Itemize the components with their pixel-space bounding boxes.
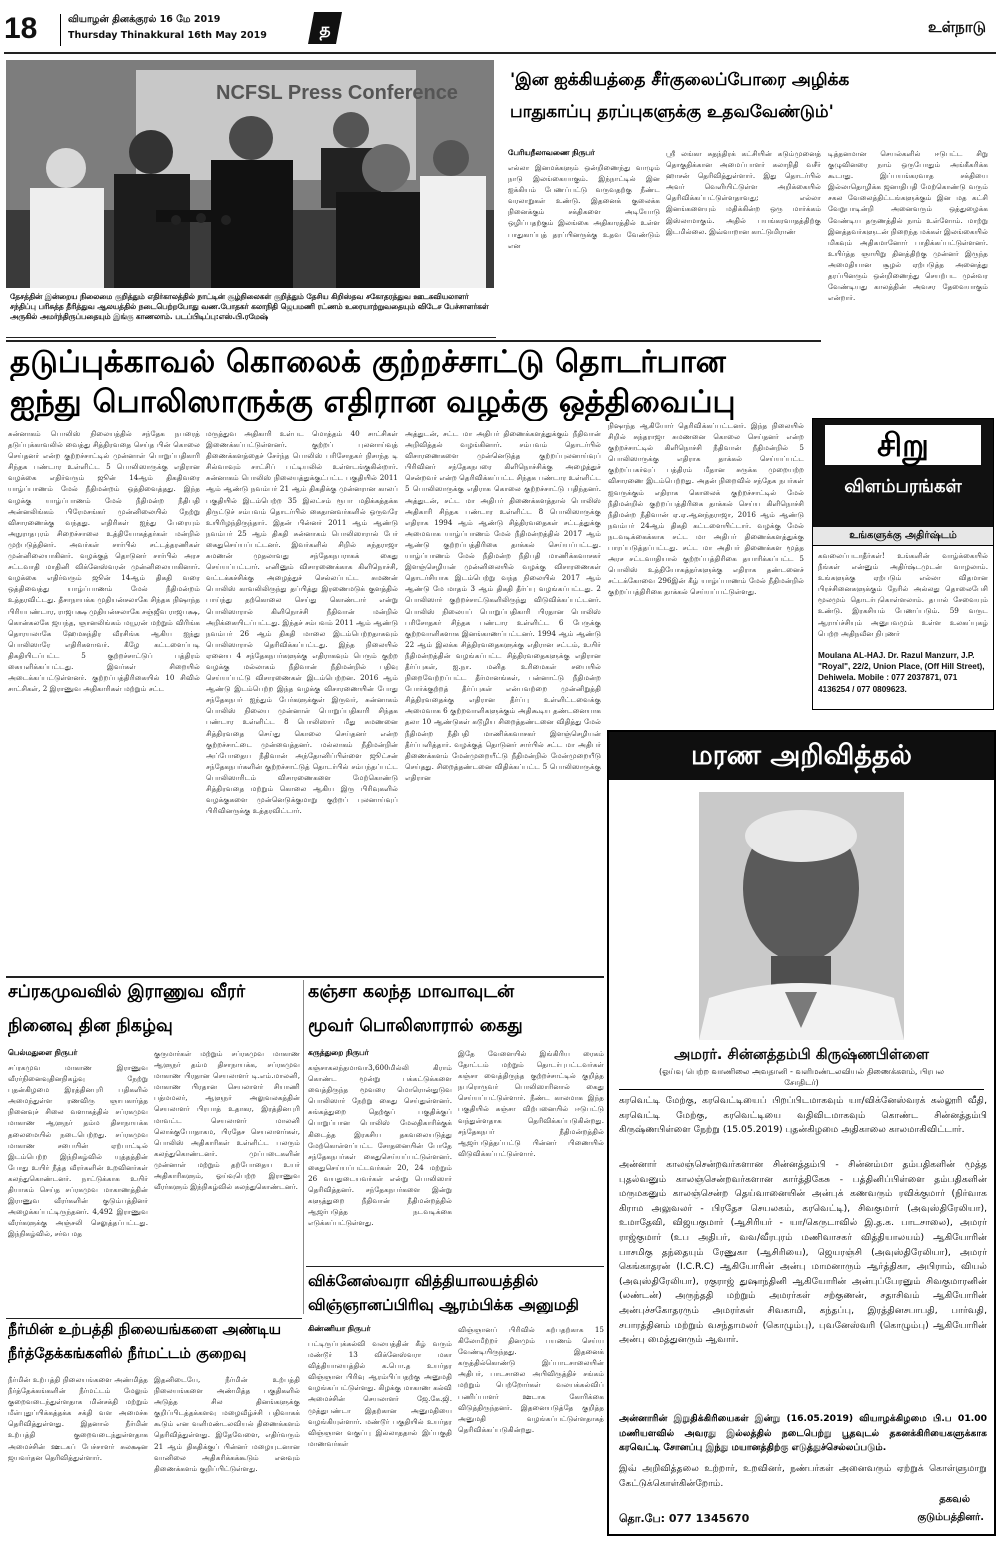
reservoir-column-2: இதனிடையே, நீர்மின் உற்பத்தி நிலையங்களை அண்மித்த பகுதிகளில் அடுத்த சில தினங்களுக்கு குறிப்பிடத்தக்களவு மழைவீழ்ச்சி பதிவாகக் கூடும் என வளிமண்டலவியல் திணைக்களம் தெரிவித்துள்ளது. இதேவேளை, எதிர்வரும் 21 ஆம் திகதிக்குப் பின்னர் மழையுடனான வானிலை அதிகரிக்கக்கூடும் எனவும் திணைக்களம் குறிப்பிட்டுள்ளது. <box>154 1375 300 1473</box>
main-headline-line1: தடுப்புக்காவல் கொலைக் குற்றச்சாட்டு தொடர்பான <box>10 344 726 380</box>
ganja-column-1: கஞ்சாகலந்தமாவா3,600மில்லி கிராம் கொண்ட மூன்று பக்கட்டுக்களை வைத்திருந்த மூவரை மொரொன்துடுவ பொலிஸார் நேற்று கைது செய்துள்ளனர். சுங்கத்துறை தெற்குப் பகுதிக்குப் பொறுப்பான பொலிஸ் மேலதிகாரிக்குக் கிடைத்த இரகசிய தகவலையடுத்து மேற்கொள்ளப்பட்ட சோதனையின் போதே சந்தேகநபர்கள் கைதுசெய்யப்பட்டுள்ளனர். கைதுசெய்யப்பட்டவர்கள் 20, 24 மற்றும் 26 வயதுடையவர்கள் என்று பொலிஸார் தெரிவித்தனர். சந்தேகநபர்களை இன்று களுத்துறை நீதிவான் நீதிமன்றத்தில் ஆஜர்படுத்த நடவடிக்கை எடுக்கப்பட்டுள்ளது. <box>308 1063 452 1228</box>
reservoir-rule <box>6 1318 302 1319</box>
death-notice-name: அமரர். சின்னத்தம்பி கிருஷ்ணபிள்ளை <box>674 1047 929 1063</box>
death-notice-body-2: அன்னார் காலஞ்சென்றவர்களான சின்னத்தம்பி - சின்னம்மா தம்பதிகளின் மூத்த புதல்வனும் காலஞ்சென்றவர்களான கார்த்திகேசு - பத்தினிப்பிள்ளை தம்பதிகளின் மருமகனும் காலஞ்சென்ற தெய்வானையின் அன்புக் கணவரும் ரவிக்குமார் (நிர்வாக கிராம அலுவலர் - பிரதேச செயலகம், கரவெட்டி), சிவகுமார் (அவுஸ்திரேலியா), உமாதேவி, விஜயகுமார் (ஆசிரியர் - யா/கெருடாவில் இ.த.க. பாடசாலை), அமரர் ராஜ்குமார் (உப அதிபர், வவ/வீரபுரம் மணிவாசகர் வித்தியாலயம்) ஆகியோரின் பாசமிகு தந்தையும் ரேணுகா (ஆசிரியை), ஜெயரஞ்சி (அவுஸ்திரேலியா), அமரர் கெங்காதரன் (I.C.R.C) ஆகியோரின் அன்பு மாமனாரும் ஆர்த்திகா, அபிராம், வியல் (அவுஸ்திரேலியா), ரகுராஜ் துஷாந்தினி ஆகியோரின் அன்புப்பேரனும் சிவகுமாரனின் (லண்டன்) அருந்ததி மற்றும் அமரர்கள் சற்குணன், சதாசிவம் ஆகியோரின் அன்புச்சகோதரரும் அமரர்கள் சிவகாமி, கந்தப்பு, இரத்தினசபாபதி, பார்வதி, சபாரத்தினம் மற்றும் வசந்தாமலர் (கொழும்பு), புவனேஸ்வரி (கொழும்பு) ஆகியோரின் அன்பு மைத்துனரும் ஆவார். <box>619 1159 987 1346</box>
main-story-bottom-rule <box>6 976 604 978</box>
photo-rule <box>6 337 496 338</box>
column-divider-left <box>303 980 304 1314</box>
ganja-rule <box>306 1266 604 1267</box>
vigneswara-byline: கிண்ணியா நிருபர் <box>308 1324 371 1333</box>
death-notice-body-3: அன்னாரின் இறுதிக்கிரியைகள் இன்று (16.05.2019) வியாழக்கிழமை பி.ப 01.00 மணியளவில் அவரது இல்லத்தில் நடைபெற்று பூதவுடல் தகனக்கிரியைகளுக்காக கரவெட்டி சோனப்பு இந்து மயானத்திற்கு எடுத்துச்செல்லப்படும். <box>619 1413 987 1454</box>
ganja-byline: கருத்துறை நிருபர் <box>308 1048 369 1057</box>
classifieds-tagline: உங்களுக்கு அதிர்ஷ்டம் <box>813 527 993 546</box>
main-story-column-1: சுன்னாகம் பொலிஸ் நிலையத்தில் சந்தேக நபரைத் தடுப்புக்காவலில் வைத்து சித்திரவதை செய்த பின் கொலை செய்தனர் என்ற குற்றச்சாட்டில் முன்னாள் பொறுப்பதிகாரி சிந்தக பண்டார உள்ளிட்ட 5 பொலிஸாருக்கு எதிரான வழக்கை எதிர்வரும் ஜூன் 14ஆம் திகதிவரை யாழ்ப்பாணம் மேல் நீதிமன்றம் ஒத்திவைத்தது. இந்த வழக்கு யாழ்ப்பாணம் மேல் நீதிமன்ற நீதிபதி அன்னலிங்கம் பிரேமசங்கர் முன்னிலையில் நேற்று விசாரணைக்கு வந்தது. எதிரிகள் ஐந்து பேரையும் அநுராதபுரம் சிறைச்சாலை உத்தியோகத்தர்கள் மன்றில் முற்படுத்தினர். அவர்கள் சார்பில் சட்டத்தரணிகள் முன்னிலையாகினர். வழக்குத் தொடுனர் சார்பில் அரச சட்டவாதி மாதினி விக்னேஸ்வரன் முன்னிலையாகினார். வழக்கை எதிர்வரும் ஜூன் 14ஆம் திகதி வரை ஒத்திவைத்து யாழ்ப்பாணம் மேல் நீதிமன்றம் உத்தரவிட்டது. தீசாநாயக்க முதியன்சலாகே சிந்தக நிஷாந்த பிரியபண்டார, ராஜபக்ஷ முதியன்சலாகே சஞ்ஜீவ ராஜபக்ஷ, கொன்கலகே ஜயந்த, ஞானலிங்கம் மயூரன் மற்றும் விரிங்க தொரயலாகே ஹேமசுந்திர வீரசிங்க ஆகிய ஐந்து பொலிஸாரே எதிரிகளாவர். கீழே கட்டளைப்படி திகதியிடப்பட்ட 5 குற்றச்சாட்டுப் பத்திரம் கையளிக்கப்பட்டது. இவர்கள் சிறையில் அடைக்கப்பட்டுள்ளனர். குற்றப்பத்திரிகையில் 10 சிவில் சாட்சிகள், 2 இராணுவ அதிகாரிகள் மற்றும் சட்ட <box>8 429 200 694</box>
reservoir-column-1: நீர்மின் உற்பத்தி நிலையங்களை அண்மித்த நீர்த்தேக்கங்களின் நீர்மட்டம் மேலும் குறைவடைந்துள்ளதாக மின்சக்தி மற்றும் மீள்புதுப்பிக்கத்தக்க சக்தி வள அமைச்சு தெரிவித்துள்ளது. இதனால் நீர்மின் உற்பத்தி குறைவடைந்துள்ளதாக அமைச்சின் ஊடகப் பேச்சாளர் சுலக்ஷன ஜயவர்தன தெரிவித்துள்ளார். <box>8 1375 148 1462</box>
main-story-column-3: அத்துடன், சட்ட மா அதிபர் திணைக்களத்துக்கும் நீதிவான் அறிவித்தல் வழங்கினார். சம்பவம் தொடர்பில் விசாரணைகளை முன்னெடுத்த குற்றப்புலனாய்வுப் பிரிவினர் சந்தேகநபரை கிளிநொச்சிக்கு அழைத்துச் சென்றவர் என்ற தெரிவிக்கப்பட்ட சிந்தக பண்டார உள்ளிட்ட 5 பொலிஸாருக்கு எதிராக கொலை குற்றச்சாட்டு பதிந்தனர். அத்துடன், சட்ட மா அதிபர் திணைக்களத்தால் பொலிஸ் அதிகாரி சிந்தக பண்டார உள்ளிட்ட 8 பொலிஸாருக்கு எதிராக 1994 ஆம் ஆண்டு சித்திரவதைகள் சட்டத்துக்கு அமைவாக யாழ்ப்பாணம் மேல் நீதிமன்றத்தில் 2017 ஆம் ஆண்டு குற்றப்பத்திரிகை தாக்கல் செய்யப்பட்டது. யாழ்ப்பாணம் மேல் நீதிமன்ற நீதிபதி மாணிக்கவாசகர் இளஞ்செழியன் முன்னிலையில் வழக்கு விசாரணைகள் தொடர்சியாக இடம்பெற்று வந்த நிலையில் 2017 ஆம் ஆண்டு மே மாதம் 3 ஆம் திகதி தீர்ப்பு வழங்கப்பட்டது. 2 பொலிஸார் குற்றச்சாட்டுகளிலிருந்து விடுவிக்கப்பட்டனர். பொலிஸ் நிலையப் பொறுப்பதிகாரி பிரதான பொலிஸ் பரிசோதகர் சிந்தக பண்டார உள்ளிட்ட 6 பேருக்கு குற்றவாளிகளாக இனங்காணப்பட்டனர். 1994 ஆம் ஆண்டு 22 ஆம் இலக்க சித்திரவதைகளுக்கு எதிரான சட்டம், உயிர் நீதிமன்றத்தின் வழங்கப்பட்ட சித்திரவதைகளுக்கு எதிரான தீர்ப்புகள், ஐ.நா. மனித உரிமைகள் சபையில் நிறைவேற்றப்பட்ட தீர்மானங்கள், பன்னாட்டு நீதிமன்ற போர்க்குற்றத் தீர்ப்புகள் என்பவற்றை முன்னிறுத்தி சித்திரவதைக்கு எதிரான தீர்ப்பு உள்ளிட்டவைக்கு அமைவாக 6 குற்றவாளிகளுக்கும் அதிகூடிய தண்டனையாக தலா 10 ஆண்டுகள் கடூழிய சிறைத்தண்டனை விதித்து மேல் நீதிமன்ற நீதிபதி மாணிக்கவாசகர் இளஞ்செழியன் தீர்ப்பளித்தார். வழக்குத் தொடுனர் சார்பில் சட்ட மா அதிபர் திணைக்களம் மேன்முறையீட்டு நீதிமன்றில் மேன்முறையீடு செய்தது. சிறைத்தண்டனை விதிக்கப்பட்ட 5 பொலிஸாருக்கு எதிரான <box>405 429 601 782</box>
death-notice-signature-2: குடும்பத்தினர். <box>917 1512 984 1523</box>
svg-text:த: த <box>319 20 331 40</box>
classifieds-body: கவலைப்படாதீர்கள்! உங்களின் வாழ்க்கையில் நீங்கள் என்னும் அதிர்ஷ்டமுடன் வாழலாம். உங்களுக்கு ஏற்படும் எல்லா விதமான பிரச்சினைகளுக்கும் நேரில் அல்லது தொலைபேசி மூலமும் தொடர்புகொள்ளலாம். தபால் சேவையும் உண்டு. இரகசியம் பேணப்படும். 59 வருட ஆராய்ச்சியும் அனுபவமும் உள்ள உலகப்புகழ் பெற்ற அதிநவீன நிபுணர் <box>818 551 988 638</box>
top-story-column-1: எல்லா இனமக்களும் ஒன்றிணைந்து வாழும் நாடு இலங்கையாகும். இந்நாட்டில் இன ஐக்கியம் பேணப்பட்டு வருவதற்கு நீண்ட வரலாறுகள் உண்டு. இதனைக் குலைக்க நினைக்கும் சக்திகளை அடியோடு ஒழிப்பதற்கும் இலங்கை அதிகாரத்தில் உள்ள பாதுகாப்புத் தரப்பினருக்கு உதவ வேண்டும் என <box>508 163 660 250</box>
classifieds-title <box>813 419 993 527</box>
reservoir-headline-line2: நீர்த்தேக்கங்களில் நீர்மட்டம் குறைவு <box>8 1346 247 1362</box>
sabaragamuwa-headline-line2: நினைவு தின நிகழ்வு <box>8 1016 173 1036</box>
vigneswara-headline-line1: விக்னேஸ்வரா வித்தியாலயத்தில் <box>308 1272 539 1290</box>
classifieds-title-line2: விளம்பரங்கள் <box>844 476 962 497</box>
death-notice-signature-1: தகவல் <box>939 1494 970 1505</box>
sabaragamuwa-headline-line1: சப்ரகமுவவில் இராணுவ வீரர் <box>8 982 246 1002</box>
death-notice-portrait <box>699 792 904 1040</box>
top-story-column-3: டித்தனமான செயல்களில் ஈடுபட்ட சிறு குழுவினரை நாம் ஒருபோதும் அங்கீகரிக்க கூடாது. இப்பயங்கரவாத சக்தியை இல்லாதொழிக்க ஜனாதிபதி மேற்கொண்டு வரும் சகல வேலைத்திட்டங்களுக்கும் இன மத கட்சி வேறுபாடின்றி அனைவரும் ஒத்துழைக்க வேண்டிய தருணத்தில் நாம் உள்ளோம். மாற்று இனத்தவர்களுடன் நிறைந்த மக்கள் இலங்கையில் மிகவும் அதிகமானோர் பாதிக்கப்பட்டுள்ளனர். உயிர்த்த ஞாயிறு தினத்திற்கு முன்னர் இருந்த அமைதியான சூழல் ஏற்படுத்த அனைத்து தரப்பினரும் ஒன்றிணைந்து செயற்பட முன்வர வேண்டியது காலத்தின் அவசர தேவையாகும் என்றார். <box>828 149 988 303</box>
masthead-divider <box>60 14 61 46</box>
sabaragamuwa-column-1: சப்ரகமுவ மாகாண இராணுவ வீரர்நினைவுதினநிகழ்வு நேற்று புதன்கிழமை இரத்தினபுரி பதிகளில் அமைந்துள்ள ரணவிரு ஞாபகார்த்த நினைவுச் சிலை வளாகத்தில் சப்ரகமுவ மாகாண ஆளுநர் தம்ம திசாநாயக்க தலைமையில் நடைபெற்றது. சப்ரகமுவ மாகாண சபையின் ஏற்பாட்டில் இடம்பெற்ற இந்நிகழ்வில் யுத்தத்தின் போது உயிர் நீத்த வீரர்களின் உறவினர்கள் கலந்துகொண்டனர். நாட்டுக்காக உயிர் தியாகம் செய்த சப்ரகமுவ மாகாணத்தின் இராணுவ வீரர்களின் குடும்பத்தினர் அழைக்கப்பட்டிருந்தனர். 4,492 இராணுவ வீரர்களுக்கு அஞ்சலி செலுத்தப்பட்டது. இந்நிகழ்வில், சர்வ மத <box>8 1063 148 1239</box>
death-notice-phone: தொ.பே: 077 1345670 <box>619 1512 750 1525</box>
page-number: 18 <box>4 12 38 45</box>
top-story-byline: பேரியநீலாவணை நிருபர் <box>508 148 595 157</box>
death-notice-rule <box>619 1089 984 1090</box>
reservoir-headline-line1: நீர்மின் உற்பத்தி நிலையங்களை அண்டிய <box>8 1322 282 1338</box>
sabaragamuwa-byline: பெல்மதுளை நிருபர் <box>8 1048 78 1057</box>
ganja-headline-line1: கஞ்சா கலந்த மாவாவுடன் <box>308 982 515 1002</box>
masthead-rule <box>4 52 996 54</box>
masthead-date-tamil: வியாழன் தினக்குரல் 16 மே 2019 <box>68 14 221 25</box>
death-notice-body-1: கரவெட்டி மேற்கு, கரவெட்டியைப் பிறப்பிடமாகவும் யா/விக்னேஸ்வரக் கல்லூரி வீதி, கரவெட்டி மேற்கு, கரவெட்டியை வதிவிடமாகவும் கொண்ட சின்னத்தம்பி கிருஷ்ணபிள்ளை நேற்று (15.05.2019) புதன்கிழமை அதிகாலை காலமாகிவிட்டார். <box>619 1095 987 1136</box>
press-conference-photo <box>6 60 494 288</box>
ganja-column-2: இதே வேளையில் இங்கிரிய ரைகம் தோட்டம் மற்றும் தொடர்புபட்டவர்கள் கஞ்சா வைத்திருந்த குற்றச்சாட்டில் குறித்த நபரொருவர் பொலிஸாரினால் கைது செய்யப்பட்டுள்ளார். நீண்ட காலமாக இந்த பகுதியில் கஞ்சா விற்பனையில் ஈடுபட்டு வந்துள்ளதாக தெரிவிக்கப்படுகின்றது. சந்தேகநபர் நீதிமன்றத்தில் ஆஜர்படுத்தப்பட்டு பின்னர் பிணையில் விடுவிக்கப்பட்டுள்ளார். <box>458 1049 604 1158</box>
top-story-column-2: ஸ்ரீ லங்கா சுதந்திரக் கட்சியின் கடும்முனைத் தொகுதிக்கான அமைப்பாளர் கலாநிதி வசீர் ஹாசன் தெரிவித்துள்ளார். இது தொடர்பில் அவர் வெளியிட்டுள்ள அறிக்கையில் தெரிவிக்கப்பட்டுள்ளதாவது; எல்லா இனங்களையும் மதிக்கின்ற ஒரு மார்க்கம் இஸ்லாமாகும். அதில் பயங்கரவாதத்திற்கு இடமில்லை. இவ்வாறான காட்டுமிராண் <box>666 149 821 236</box>
vigneswara-column-2: விஞ்ஞானப் பிரிவில் கற்பதற்காக 15 கிலோமீற்றர் தினமும் பயணம் செய்ய வேண்டியிருந்தது. இதனைக் கருத்தில்கொண்டு இப்பாடசாலையின் அதிபர், பாடசாலை அபிவிருத்திச் சங்கம் மற்றும் பெற்றோர்கள் வலயக்கல்விப் பணிப்பாளர் ஊடாக கோரிக்கை விடுத்திருந்தனர். இதனையடுத்தே குறித்த அனுமதி வழங்கப்பட்டுள்ளதாகத் தெரிவிக்கப்படுகின்றது. <box>458 1325 604 1434</box>
vigneswara-headline-line2: விஞ்ஞானப்பிரிவு ஆரம்பிக்க அனுமதி <box>308 1296 579 1314</box>
classifieds-title-line1: சிறு <box>825 425 981 465</box>
main-story-column-4: நிஷாந்த ஆகியோர் தெரிவிக்கப்பட்டனர். இந்த நிலையில் சிறில் சுந்தராஜா சுமணனை கொலை செய்தனர் என்ற குற்றச்சாட்டில் கிளிநொச்சி நீதிவான் நீதிமன்றில் 5 பொலிஸாருக்கு எதிராக தாக்கல் செய்யப்பட்ட குற்றப்பகர்வுப் பத்திரம் மீதான சுருக்க முறையற்ற விசாரணை இடம்பெற்றது. அதன் நிறைவில் சந்தேக நபர்கள் ஐவருக்கும் எதிராக கொலைக் குற்றச்சாட்டில் மேல் நீதிமன்றில் குற்றப்பத்திரிகை தாக்கல் செய்ய கிளிநொச்சி நீதிமன்ற நீதிவான் ஏ.ஏ.ஆனந்தராஜா, 2016 ஆம் ஆண்டு நவம்பர் 24ஆம் திகதி கட்டளையிட்டார். வழக்கு மேல் நடவடிக்கைக்காக சட்ட மா அதிபர் திணைக்களத்துக்கு பாரப்படுத்தப்பட்டது. சட்ட மா அதிபர் திணைக்கள மூத்த அரச சட்டவாதியால் குற்றப்பத்திரிகை தயாரிக்கப்பட்ட 5 பொலிஸ் உத்தியோகத்தர்களுக்கு எதிராக தண்டனைச் சட்டக்கோவை 296இன் கீழ் யாழ்ப்பாணம் மேல் நீதிமன்றில் குற்றப்பத்திரிகை தாக்கல் செய்யப்பட்டுள்ளது. <box>608 421 804 597</box>
masthead-logo <box>308 12 342 44</box>
masthead-date-english: Thursday Thinakkural 16th May 2019 <box>68 30 267 41</box>
classifieds-box <box>812 418 994 710</box>
death-notice-subtitle: (ஓய்வு பெற்ற வாணிலை அவதானி - வளிமண்டலவியல் திணைக்களம், பிரபல சோதிடர்) <box>658 1067 945 1087</box>
sabaragamuwa-column-2: குருமார்கள் மற்றும் சப்ரகமுவ மாகாண ஆளுநர் தம்ம திசாநாயக்க, சப்ரகமுவ மாகாண பிரதான செயலாளர் டி.எம்.மாலனி, மாகாண பிரதான செயலாளர் சியாணி பத்மமலர், ஆளுநர் அலுவலகத்தின் செயலாளர் பிரபாத் உதாகர, இரத்தினபுரி மாவட்ட செயலாளர் மாலனி லொக்குபோதாகம, பிரதேச செயலாளர்கள், பொலிஸ் அதிகாரிகள் உள்ளிட்ட பலரும் கலந்துகொண்டனர். முப்படைகளின் முன்னாள் மற்றும் தற்போதைய உயர் அதிகாரிகளும், ஓய்வுபெற்ற இராணுவ வீரர்களும் இந்நிகழ்வில் கலந்துகொண்டனர். <box>154 1049 300 1192</box>
death-notice-body-4: இவ் அறிவித்தலை உற்றார், உறவினர், நண்பர்கள் அனைவரும் ஏற்றுக் கொள்ளுமாறு கேட்டுக்கொள்கின்றோம். <box>619 1463 987 1489</box>
top-story-headline-line1: 'இன ஐக்கியத்தை சீர்குலைப்போரை அழிக்க <box>510 70 850 90</box>
death-notice-title: மரண அறிவித்தல் <box>609 732 994 780</box>
main-headline-line2: ஐந்து பொலிஸாருக்கு எதிரான வழக்கு ஒத்திவைப்பு <box>10 384 736 420</box>
top-story-rule <box>6 340 821 342</box>
vigneswara-column-1: பட்டிருப்புக்கல்வி வலயத்தின் கீழ் வரும் மண்டூர் 13 விக்னேஸ்வரா மகா வித்தியாலயத்தில் க.பொ.த உயர்தர விஞ்ஞான பிரிவு ஆரம்பிப்பதற்கு அனுமதி வழங்கப்பட்டுள்ளது. கிழக்கு மாகாண கல்வி அமைச்சின் செயலாளர் ஜே.கே.ஜி. முத்துபண்டா இதற்கான அனுமதியை வழங்கியுள்ளார். மண்டூர் பகுதியில் உயர்தர விஞ்ஞான வகுப்பு இல்லாததால் இப்பகுதி மாணவர்கள் <box>308 1339 452 1448</box>
classifieds-advertiser: Moulana AL-HAJ. Dr. Razul Manzurr, J.P. "Royal", 22/2, Union Place, (Off Hill Street), Dehiwela. Mobile : 077 2037871, 071 4136254 / 077 0809623. <box>818 651 985 694</box>
ganja-headline-line2: மூவர் பொலிஸாரால் கைது <box>308 1016 523 1036</box>
top-story-headline-line2: பாதுகாப்பு தரப்புகளுக்கு உதவவேண்டும்' <box>510 102 834 122</box>
section-label: உள்நாடு <box>928 18 986 36</box>
death-notice <box>607 730 996 1536</box>
photo-banner: NCFSL Press Conference <box>216 82 458 104</box>
main-story-column-2: மருத்துவ அதிகாரி உள்பட மொத்தம் 40 சாட்சிகள் இணைக்கப்பட்டுள்ளனர். குற்றப் புலனாய்வுத் திணைக்களத்தைச் சேர்ந்த பொலிஸ் பரிசோதகர் நிசாந்த டி சில்வாவும் சாட்சிப் பட்டியலில் உள்ளடங்குகின்றார். சுன்னாகம் பொலிஸ் நிலையத்துக்குட்பட்ட பகுதியில் 2011 ஆம் ஆண்டு நவம்பர் 21 ஆம் திகதிக்கு முன்னரான காலப் பகுதியில் இடம்பெற்ற 35 இலட்சம் ரூபா மதிக்கத்தக்க திருட்டுச் சம்பவம் தொடர்பில் கைதானவர்களில் ஒருவரே உயிரிழந்திருந்தார். இதன் பின்னர் 2011 ஆம் ஆண்டு நவம்பர் 25 ஆம் திகதி சுன்னாகம் பொலிஸாரால் பேர் கைதுசெய்யப்பட்டனர். இவர்களில் சிறில் சுந்தராஜா சுமணன் முதலாவது சந்தேகநபராகக் கைது செய்யப்பட்டார். எனினும் விசாரணைக்காக கிளிநொச்சி, வட்டக்கச்சிக்கு அழைத்துச் செல்லப்பட்ட சுமணன் பொலிஸ் காவலிலிருந்து தப்பித்து இரணைமடுக் குளத்தில் பாய்ந்து தற்கொலை செய்து கொண்டார் என்று பொலிஸாரால் கிளிநொச்சி நீதிவான் மன்றில் அறிக்கையிடப்பட்டது. இந்தச் சம்பவம் 2011 ஆம் ஆண்டு நவம்பர் 26 ஆம் திகதி மாலை இடம்பெற்றதாகவும் பொலிஸாரால் தெரிவிக்கப்பட்டது. இந்த நிலையில் ஏனைய 4 சந்தேகநபர்களுக்கு எதிராகவும் பெரும் குற்ற வழக்கு மல்லாகம் நீதிவான் நீதிமன்றில் பதிவு செய்யப்பட்டு விசாரணைகள் இடம்பெற்றன. 2016 ஆம் ஆண்டு இடம்பெற்ற இந்த வழக்கு விசாரணையின் போது சந்தேகநபர் ஐந்தும் பேர்களுக்குள் இருவர், சுன்னாகம் பொலிஸ் நிலைய முன்னாள் பொறுப்பதிகாரி சிந்தக பண்டார உள்ளிட்ட 8 பொலிஸார் மீது சுமணனை சித்திரவதை செய்து கொலை செய்தனர் என்ற குற்றச்சாட்டை முன்வைத்தனர். மல்லாகம் நீதிமன்றின் அப்போதைய நீதிவான் அந்தோனிப்பிள்ளை ஜூட்சன் சந்தேகநபர்களின் குற்றச்சாட்டுத் தொடர்பில் சம்பந்தப்பட்ட பொலிஸாரிடம் விசாரணைகளை மேற்கொண்டு சித்திரவதை மற்றும் கொலை ஆகிய இரு பிரிவுகளில் வழக்குகளை முன்னெடுக்குமாறு குற்றப் புலனாய்வுப் பிரிவினருக்கு உத்தரவிட்டார். <box>206 429 398 816</box>
photo-caption: தேசத்தின் இன்றைய நிலைமை குறித்தும் எதிர்காலத்தில் நாட்டின் சூழ்நிலைகள் குறித்தும் தேசிய கிறிஸ்தவ சகோதரத்துவ ஊடகவியலாளர் சந்திப்பு பரிசுத்த தீரித்துவ ஆலயத்தில் நடைபெற்றபோது வண.போதகர் கலாநிதி ஜெபமணி ரட்ணம் உரையாற்றுவதையும் விடேச பேச்சாளர்கள் அருகில் அமர்ந்திருப்பதையும் இங்கு காணலாம். படப்பிடிப்பு:எஸ்.பி.ரமேஷ் <box>10 292 489 322</box>
